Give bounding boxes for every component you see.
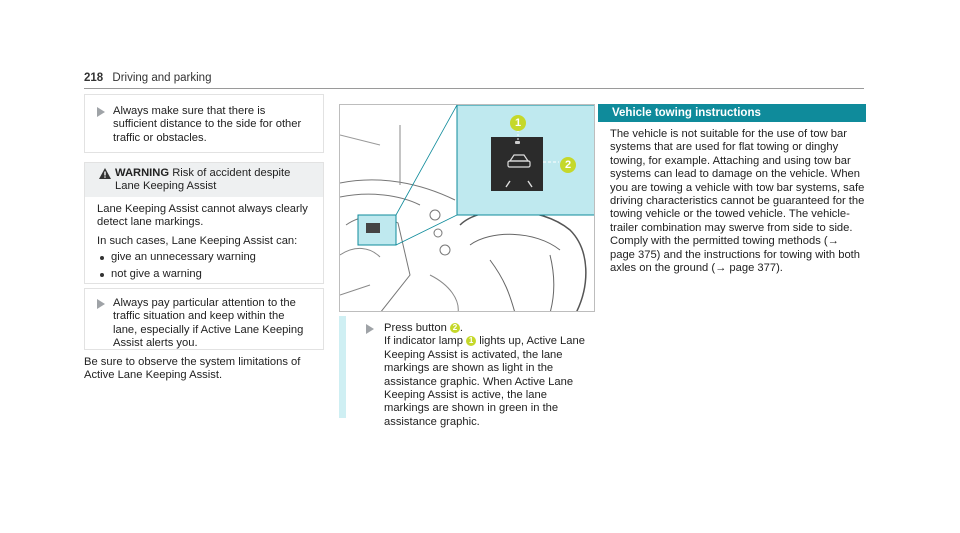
page-section-title: Driving and parking xyxy=(112,72,212,84)
limitations-text: Be sure to observe the system limitations of Active Lane Keeping Assist. xyxy=(84,356,301,382)
page-header xyxy=(84,72,211,85)
warning-body-1: Lane Keeping Assist cannot always clearly detect lane markings. xyxy=(97,203,308,229)
note-text: Always pay particular attention to the traffic situation and keep within the lane, especially if Active Lane Keeping Assist alerts you. xyxy=(113,297,304,350)
note-box-distance xyxy=(84,94,324,153)
step-arrow-icon xyxy=(366,324,374,334)
cockpit-illustration xyxy=(339,104,595,312)
note-box-attention xyxy=(84,288,324,350)
warning-bullet: not give a warning xyxy=(97,268,315,281)
warning-label: WARNING xyxy=(115,167,170,179)
header-rule xyxy=(84,88,864,89)
step-arrow-icon xyxy=(97,299,105,309)
warning-title: Risk of accident despite Lane Keeping Assist xyxy=(115,167,291,193)
step-highlight-bar xyxy=(339,316,346,418)
step-arrow-icon xyxy=(97,107,105,117)
callout-2-marker: 2 xyxy=(450,323,460,333)
cockpit-drawing xyxy=(340,105,595,312)
step-result-text: lights up, Active Lane Keeping Assist is activated, the lane markings are shown as light in the assistance graphic. When Active Lane Keeping Assist is active, the lane markings are shown in green in the assistance graphic. xyxy=(384,335,585,428)
callout-1-marker: 1 xyxy=(510,115,526,131)
step-result-intro: If indicator lamp xyxy=(384,335,463,348)
warning-box xyxy=(84,162,324,284)
warning-bullet: give an unnecessary warning xyxy=(97,251,315,264)
towing-heading: Vehicle towing instructions xyxy=(598,104,866,122)
press-button-step: Press button 2 . If indicator lamp 1 lights up, Active Lane Keeping Assist is activated, the lane markings are shown as light in the assistance graphic. When Active Lane Keeping Assist is active, the lane markings are shown in green in the assistance graphic. xyxy=(356,322,594,429)
step-instruction: Press button xyxy=(384,322,447,334)
callout-2-marker: 2 xyxy=(560,157,576,173)
page-number: 218 xyxy=(84,72,104,84)
warning-title-bar xyxy=(85,163,323,197)
warning-triangle-icon xyxy=(99,168,111,179)
callout-1-marker: 1 xyxy=(466,336,476,346)
warning-body-2: In such cases, Lane Keeping Assist can: xyxy=(97,234,298,247)
note-text: Always make sure that there is sufficient distance to the side for other traffic or obstacles. xyxy=(113,105,302,144)
towing-body: The vehicle is not suitable for the use of tow bar systems that are used for flat towing or dinghy towing, for example. Attaching and using tow bar systems can lead to damage on the vehicle. When you are towing a vehicle with tow bar systems, safe driving characteristics cannot be guaranteed for the towing vehicle or the towed vehicle. The vehicle-trailer combination may swerve from side to side. Comply with the permitted towing methods (→ page 375) and the instructions for towing with both axles on the ground (→ page 377). xyxy=(610,128,865,275)
